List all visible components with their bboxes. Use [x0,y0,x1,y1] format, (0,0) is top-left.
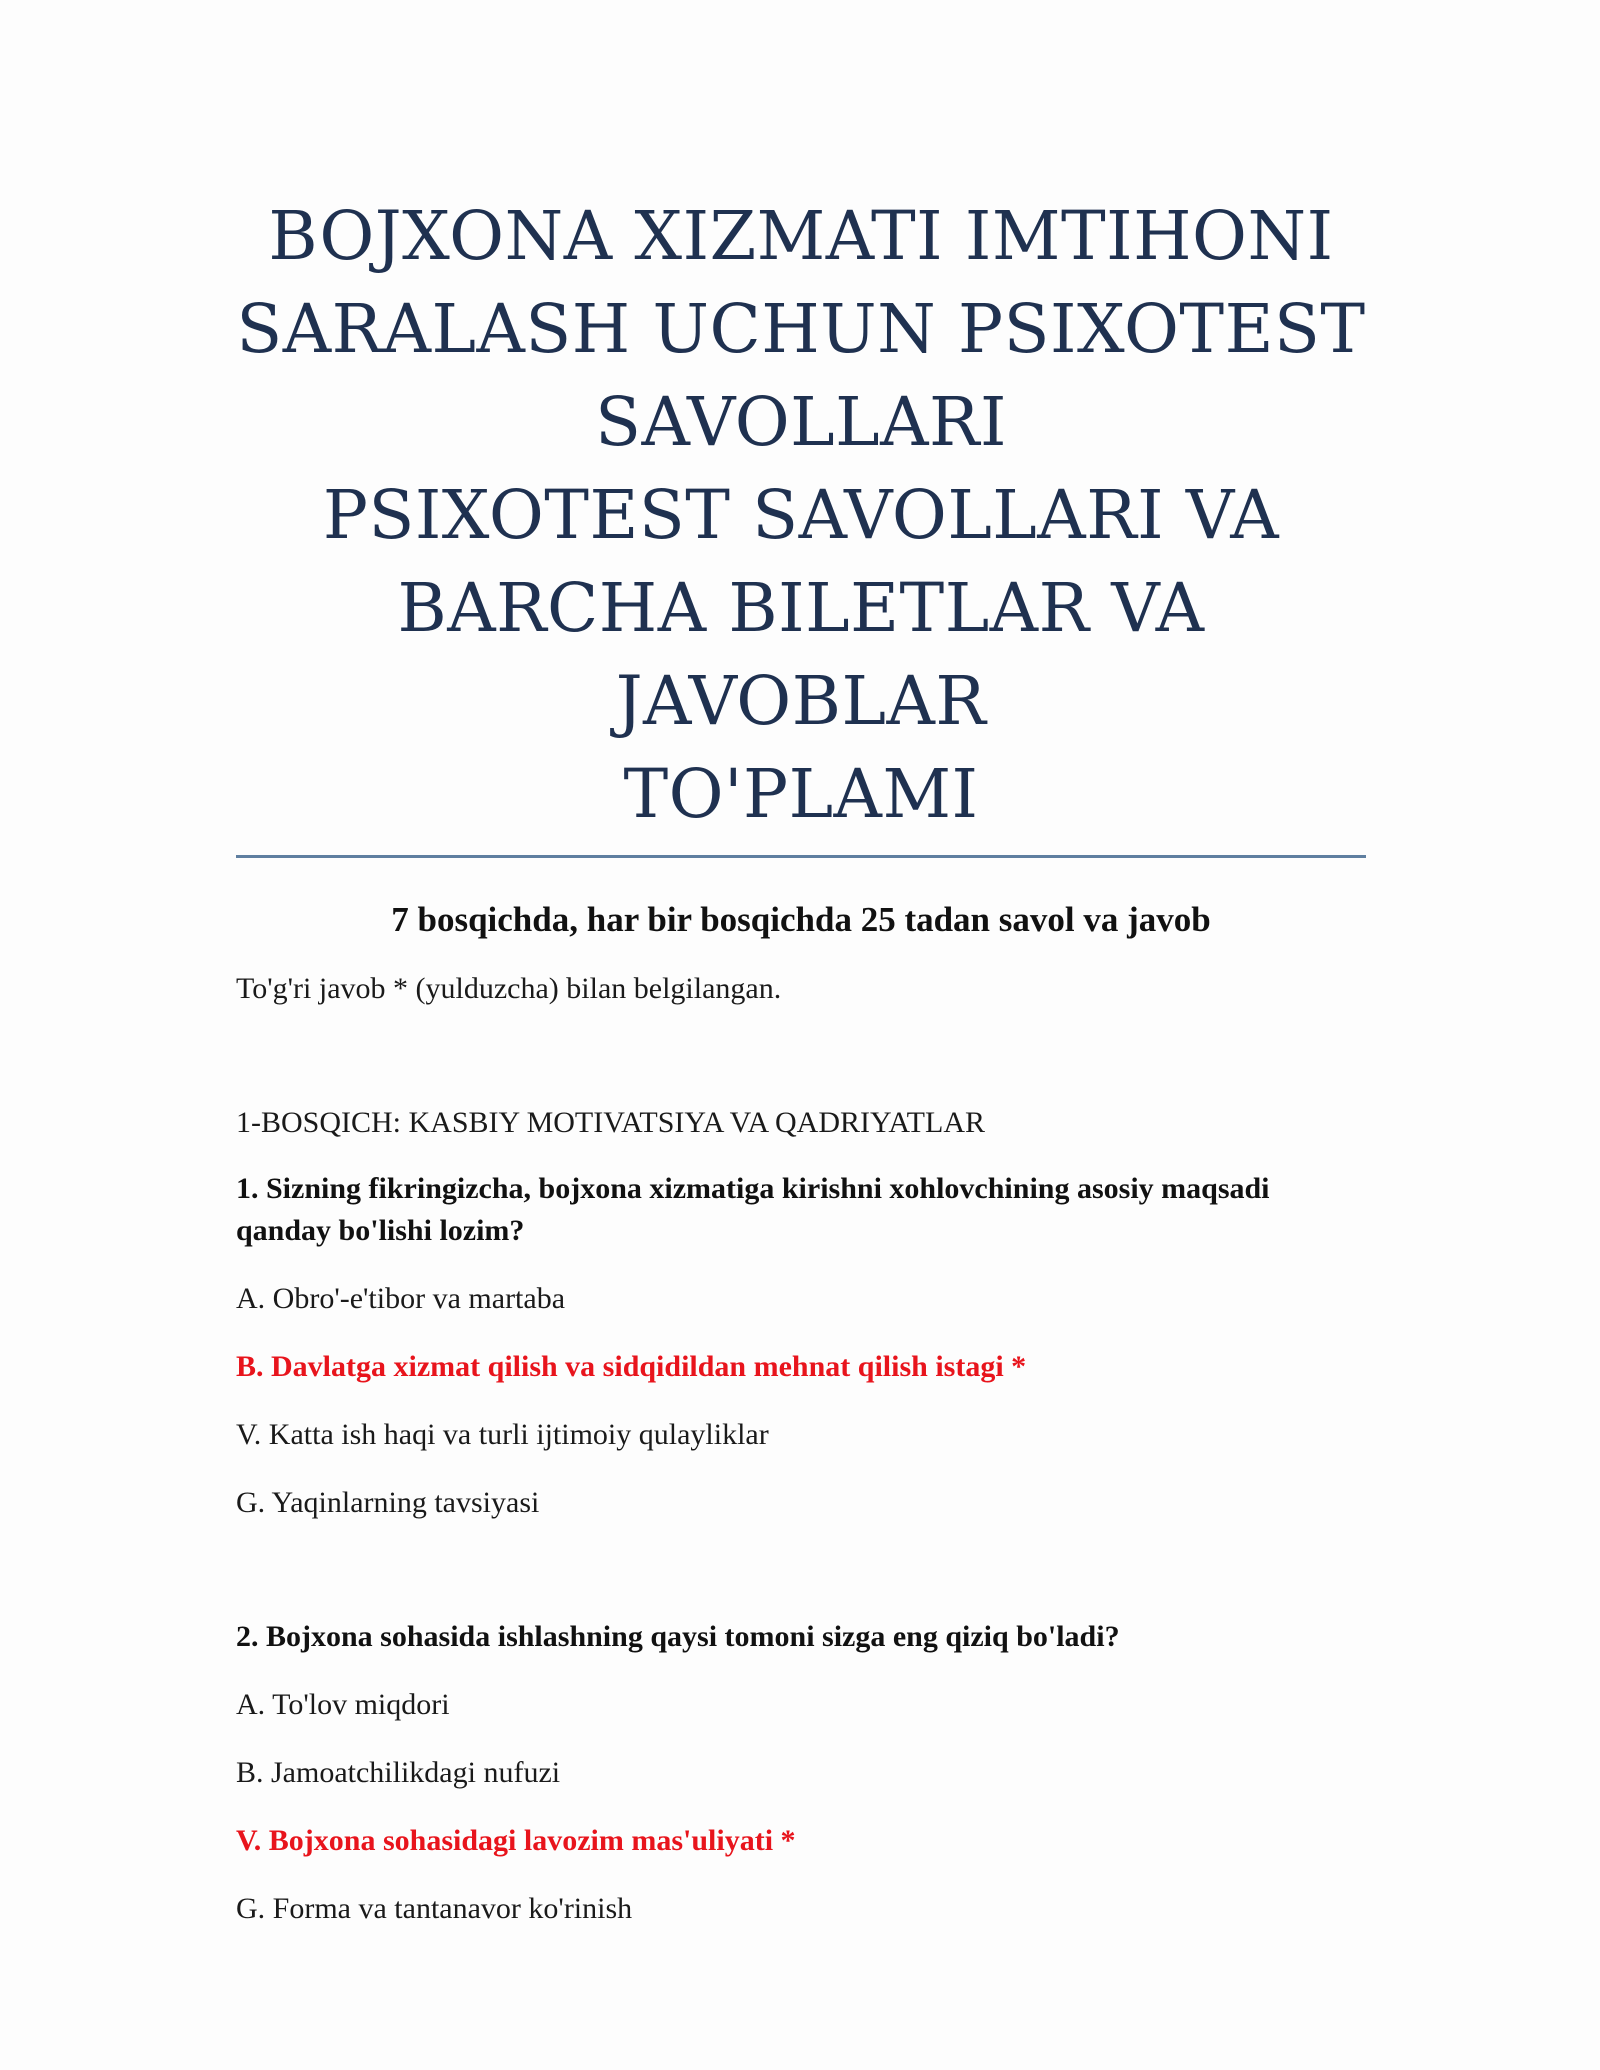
document-subtitle: 7 bosqichda, har bir bosqichda 25 tadan savol va javob [391,900,1211,939]
title-line: PSIXOTEST SAVOLLARI VA [322,476,1280,554]
question-2-option-a: A. To'lov miqdori [236,1688,450,1721]
question-2-option-b: B. Jamoatchilikdagi nufuzi [236,1756,561,1789]
question-1: 1. Sizning fikringizcha, bojxona xizmatiga kirishni xohlovchining asosiy maqsadi qanday bo'lishi lozim? [236,1172,1270,1247]
section-heading: 1-BOSQICH: KASBIY MOTIVATSIYA VA QADRIYATLAR [236,1106,985,1139]
question-2: 2. Bojxona sohasida ishlashning qaysi tomoni sizga eng qiziq bo'ladi? [236,1620,1120,1653]
title-line: BOJXONA XIZMATI IMTIHONI [268,197,1334,275]
answer-key-note: To'g'ri javob * (yulduzcha) bilan belgilangan. [236,972,782,1005]
question-1-option-a: A. Obro'-e'tibor va martaba [236,1282,566,1315]
question-1-option-b-correct: B. Davlatga xizmat qilish va sidqidildan mehnat qilish istagi * [236,1350,1027,1383]
title-line: SAVOLLARI [595,383,1007,461]
question-2-option-v-correct: V. Bojxona sohasidagi lavozim mas'uliyati * [236,1824,796,1857]
question-2-option-g: G. Forma va tantanavor ko'rinish [236,1892,633,1925]
title-line: SARALASH UCHUN PSIXOTEST [236,290,1366,368]
document-page [236,190,1366,1930]
document-title [236,190,1366,841]
title-line: TO'PLAMI [623,755,979,833]
question-1-option-g: G. Yaqinlarning tavsiyasi [236,1486,540,1519]
question-1-option-v: V. Katta ish haqi va turli ijtimoiy qulayliklar [236,1418,769,1451]
title-line: BARCHA BILETLAR VA JAVOBLAR [397,569,1205,740]
title-divider [236,855,1366,858]
